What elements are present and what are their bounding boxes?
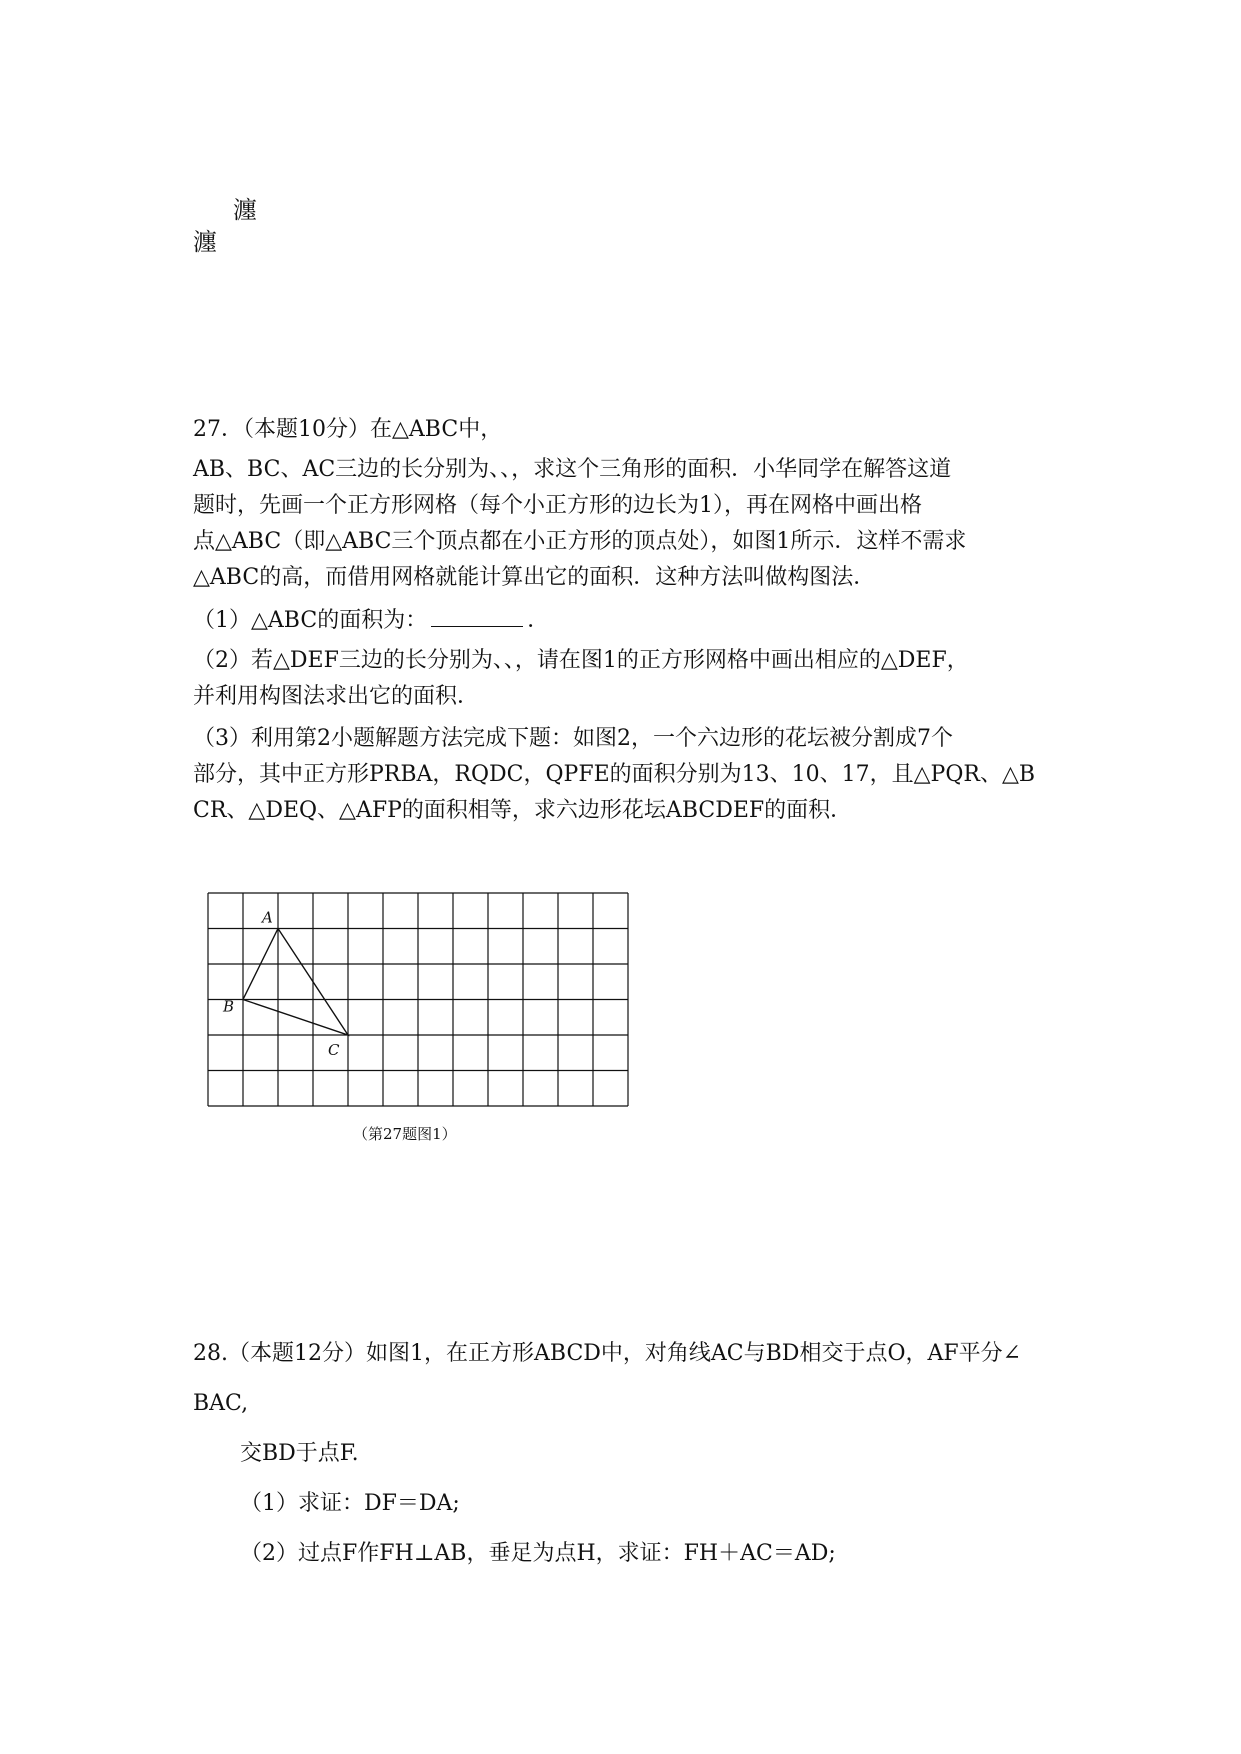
q27-part3-line-2: 部分，其中正方形PRBA，RQDC，QPFE的面积分别为13、10、17，且△PQR、△B: [193, 762, 1036, 787]
triangle-abc: [243, 929, 348, 1036]
stray-glyph-1: 瀍: [233, 196, 257, 224]
q28-part1: （1）求证：DF＝DA;: [240, 1491, 460, 1516]
vertex-label-c: C: [328, 1041, 340, 1059]
q28-header-line-2: BAC,: [193, 1391, 249, 1416]
stray-glyph-2: 瀍: [193, 228, 217, 256]
q27-figure-caption: （第27题图1）: [353, 1125, 457, 1143]
q28-part2: （2）过点F作FH⊥AB，垂足为点H，求证：FH＋AC＝AD;: [240, 1541, 836, 1566]
q28-line-3: 交BD于点F.: [240, 1441, 359, 1466]
q27-intro-line-1: AB、BC、AC三边的长分别为、、，求这个三角形的面积．小华同学在解答这道: [193, 457, 952, 482]
q27-part1-prefix: （1）△ABC的面积为：: [193, 608, 428, 633]
q27-intro-line-3: 点△ABC（即△ABC三个顶点都在小正方形的顶点处），如图1所示．这样不需求: [193, 529, 967, 554]
q27-intro-line-4: △ABC的高，而借用网格就能计算出它的面积．这种方法叫做构图法．: [193, 565, 876, 590]
q27-part1: [193, 604, 549, 636]
q27-part2-line-2: 并利用构图法求出它的面积．: [193, 684, 480, 709]
q28-header-line-1: 28.（本题12分）如图1，在正方形ABCD中，对角线AC与BD相交于点O，AF平分∠: [193, 1341, 1022, 1366]
q27-part1-suffix: ．: [527, 608, 550, 633]
q27-part3-line-3: CR、△DEQ、△AFP的面积相等，求六边形花坛ABCDEF的面积．: [193, 798, 853, 823]
vertex-label-a: A: [262, 908, 273, 927]
q27-part2-line-1: （2）若△DEF三边的长分别为、、，请在图1的正方形网格中画出相应的△DEF，: [193, 648, 969, 673]
q27-part1-answer-blank: [431, 604, 523, 627]
q27-part3-line-1: （3）利用第2小题解题方法完成下题：如图2，一个六边形的花坛被分割成7个: [193, 726, 953, 751]
q27-figure-1: [205, 890, 635, 1120]
q27-intro-line-2: 题时，先画一个正方形网格（每个小正方形的边长为1），再在网格中画出格: [193, 493, 922, 518]
q27-header: 27．（本题10分）在△ABC中，: [193, 417, 503, 442]
vertex-label-b: B: [223, 997, 235, 1016]
